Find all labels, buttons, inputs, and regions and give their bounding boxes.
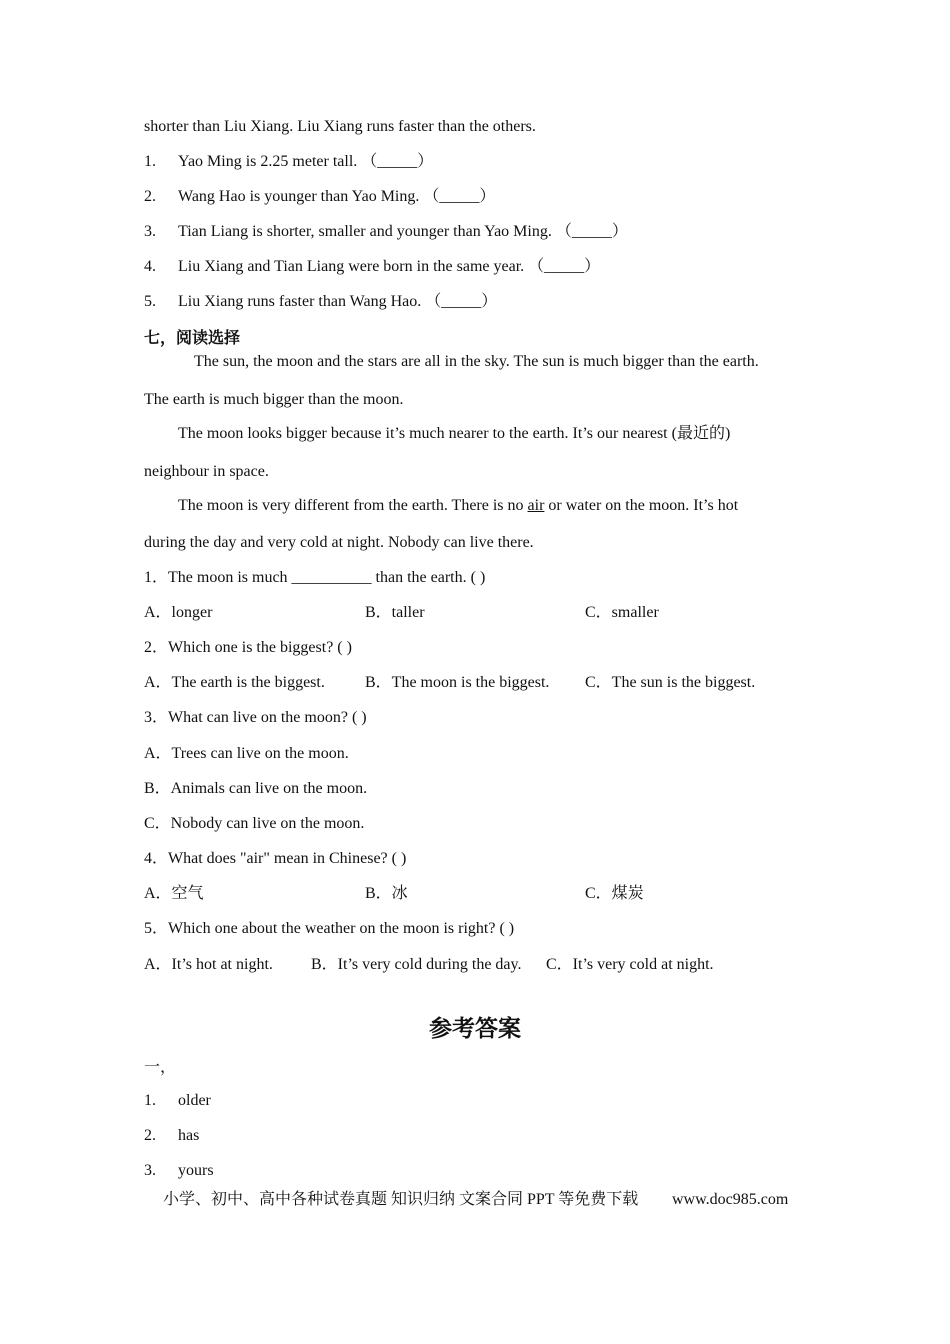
item-number: 1. bbox=[144, 153, 156, 170]
item-number: 4. bbox=[144, 258, 156, 275]
option: C．smaller bbox=[585, 604, 659, 621]
option: B．The moon is the biggest. bbox=[365, 674, 550, 691]
option: B．taller bbox=[365, 604, 425, 621]
item-text: Wang Hao is younger than Yao Ming. （_____） bbox=[178, 188, 496, 205]
question: 2．Which one is the biggest? ( ) bbox=[144, 639, 352, 656]
item-number: 2. bbox=[144, 188, 156, 205]
item-text: older bbox=[178, 1092, 211, 1109]
footer-link[interactable]: www.doc985.com bbox=[672, 1191, 789, 1208]
question: 1．The moon is much __________ than the earth. ( ) bbox=[144, 569, 486, 586]
item-text: Tian Liang is shorter, smaller and younger than Yao Ming. （_____） bbox=[178, 223, 628, 240]
question: 5．Which one about the weather on the moon is right? ( ) bbox=[144, 920, 515, 937]
option: A．It’s hot at night. bbox=[144, 956, 273, 973]
question: 4．What does "air" mean in Chinese? ( ) bbox=[144, 850, 407, 867]
item-text: yours bbox=[178, 1162, 214, 1179]
intro-tail: shorter than Liu Xiang. Liu Xiang runs faster than the others. bbox=[144, 118, 536, 135]
option: C．Nobody can live on the moon. bbox=[144, 815, 365, 832]
item-text: Liu Xiang and Tian Liang were born in the same year. （_____） bbox=[178, 258, 601, 275]
option: C．It’s very cold at night. bbox=[546, 956, 714, 973]
option: C．煤炭 bbox=[585, 885, 644, 902]
option: B．It’s very cold during the day. bbox=[311, 956, 522, 973]
section-heading: 七，阅读选择 bbox=[144, 328, 241, 347]
item-number: 2. bbox=[144, 1127, 156, 1144]
passage-line: neighbour in space. bbox=[144, 463, 269, 480]
answers-section: 一， bbox=[144, 1059, 177, 1076]
passage-line: The moon looks bigger because it’s much nearer to the earth. It’s our nearest (最近的) bbox=[178, 425, 731, 442]
underlined-word: air bbox=[527, 497, 545, 514]
option: C．The sun is the biggest. bbox=[585, 674, 756, 691]
item-number: 5. bbox=[144, 293, 156, 310]
option: A．longer bbox=[144, 604, 213, 621]
item-number: 1. bbox=[144, 1092, 156, 1109]
passage-line: The earth is much bigger than the moon. bbox=[144, 391, 404, 408]
passage-text: or water on the moon. It’s hot bbox=[544, 497, 739, 514]
option: A．The earth is the biggest. bbox=[144, 674, 325, 691]
passage-line bbox=[178, 496, 738, 516]
option: A．空气 bbox=[144, 885, 204, 902]
answers-title: 参考答案 bbox=[429, 1016, 521, 1042]
item-number: 3. bbox=[144, 223, 156, 240]
item-text: Liu Xiang runs faster than Wang Hao. （_____） bbox=[178, 293, 498, 310]
passage-line: during the day and very cold at night. Nobody can live there. bbox=[144, 534, 534, 551]
item-text: has bbox=[178, 1127, 200, 1144]
option: A．Trees can live on the moon. bbox=[144, 745, 349, 762]
footer-text: 小学、初中、高中各种试卷真题 知识归纳 文案合同 PPT 等免费下载 bbox=[163, 1191, 639, 1208]
passage-text: The moon is very different from the earth. There is no bbox=[178, 497, 528, 514]
question: 3．What can live on the moon? ( ) bbox=[144, 709, 367, 726]
option: B．Animals can live on the moon. bbox=[144, 780, 368, 797]
item-number: 3. bbox=[144, 1162, 156, 1179]
passage-line: The sun, the moon and the stars are all in the sky. The sun is much bigger than the earth. bbox=[194, 353, 759, 370]
option: B．冰 bbox=[365, 885, 408, 902]
item-text: Yao Ming is 2.25 meter tall. （_____） bbox=[178, 153, 434, 170]
